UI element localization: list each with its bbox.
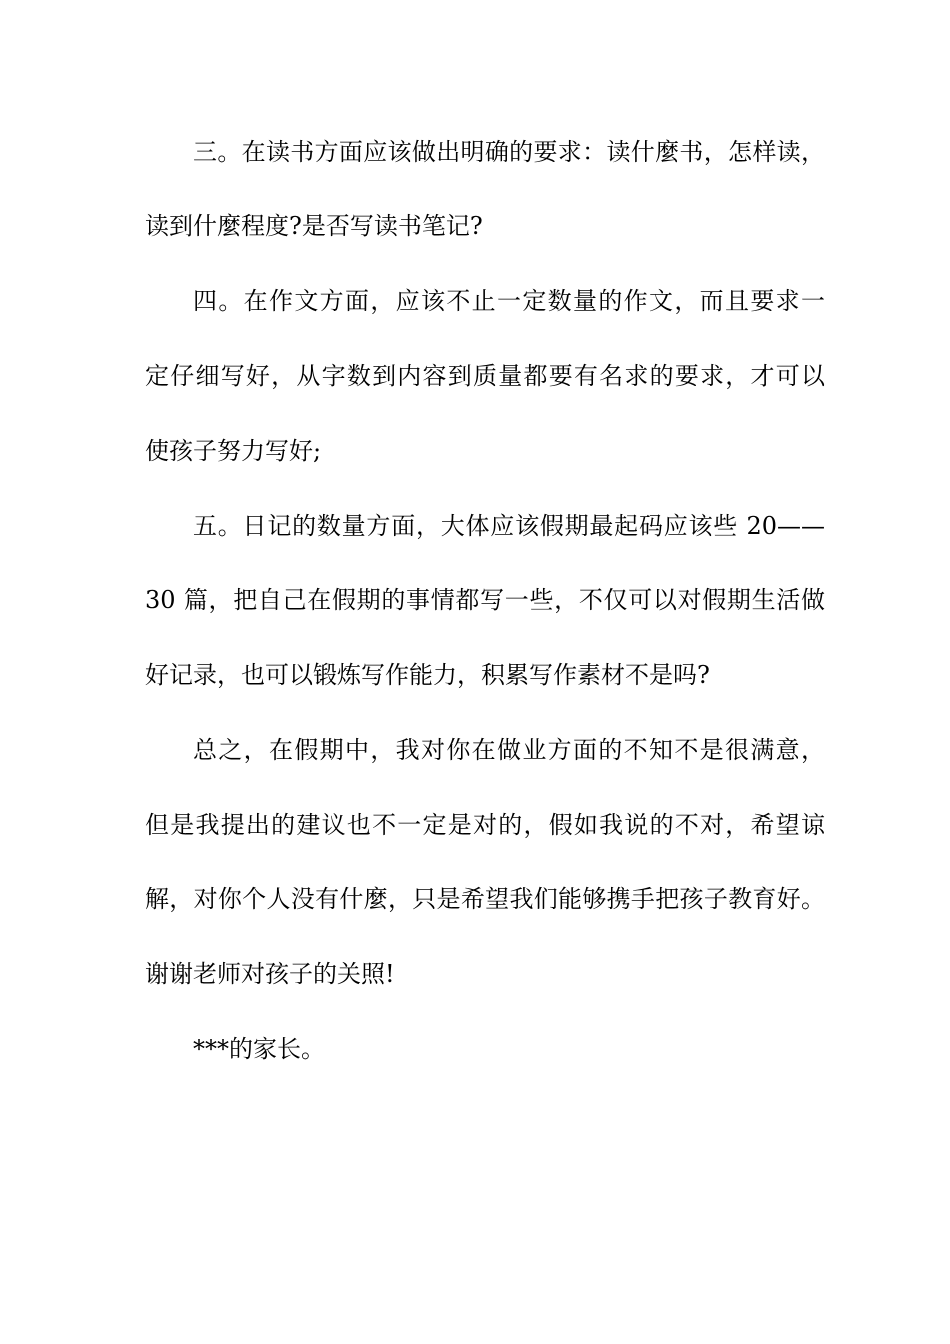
thanks-line: 谢谢老师对孩子的关照! xyxy=(145,960,395,988)
paragraph-4-line-3: 使孩子努力写好; xyxy=(145,437,322,465)
conclusion-line-2: 但是我提出的建议也不一定是对的，假如我说的不对，希望谅 xyxy=(145,811,825,839)
paragraph-5-line-1: 五。日记的数量方面，大体应该假期最起码应该些 20—— xyxy=(193,512,825,540)
signature-line: ***的家长。 xyxy=(193,1035,325,1063)
paragraph-4-line-2: 定仔细写好，从字数到内容到质量都要有名求的要求，才可以 xyxy=(145,362,825,390)
conclusion-line-3: 解，对你个人没有什麼，只是希望我们能够携手把孩子教育好。 xyxy=(145,885,825,913)
paragraph-4-line-1: 四。在作文方面，应该不止一定数量的作文，而且要求一 xyxy=(193,287,825,315)
paragraph-3-line-2: 读到什麼程度?是否写读书笔记? xyxy=(145,212,483,240)
paragraph-5-line-2: 30 篇，把自己在假期的事情都写一些，不仅可以对假期生活做 xyxy=(145,586,825,614)
paragraph-5-line-3: 好记录，也可以锻炼写作能力，积累写作素材不是吗? xyxy=(145,661,710,689)
conclusion-line-1: 总之，在假期中，我对你在做业方面的不知不是很满意， xyxy=(193,736,825,764)
paragraph-3-line-1: 三。在读书方面应该做出明确的要求：读什麼书，怎样读， xyxy=(193,138,825,166)
